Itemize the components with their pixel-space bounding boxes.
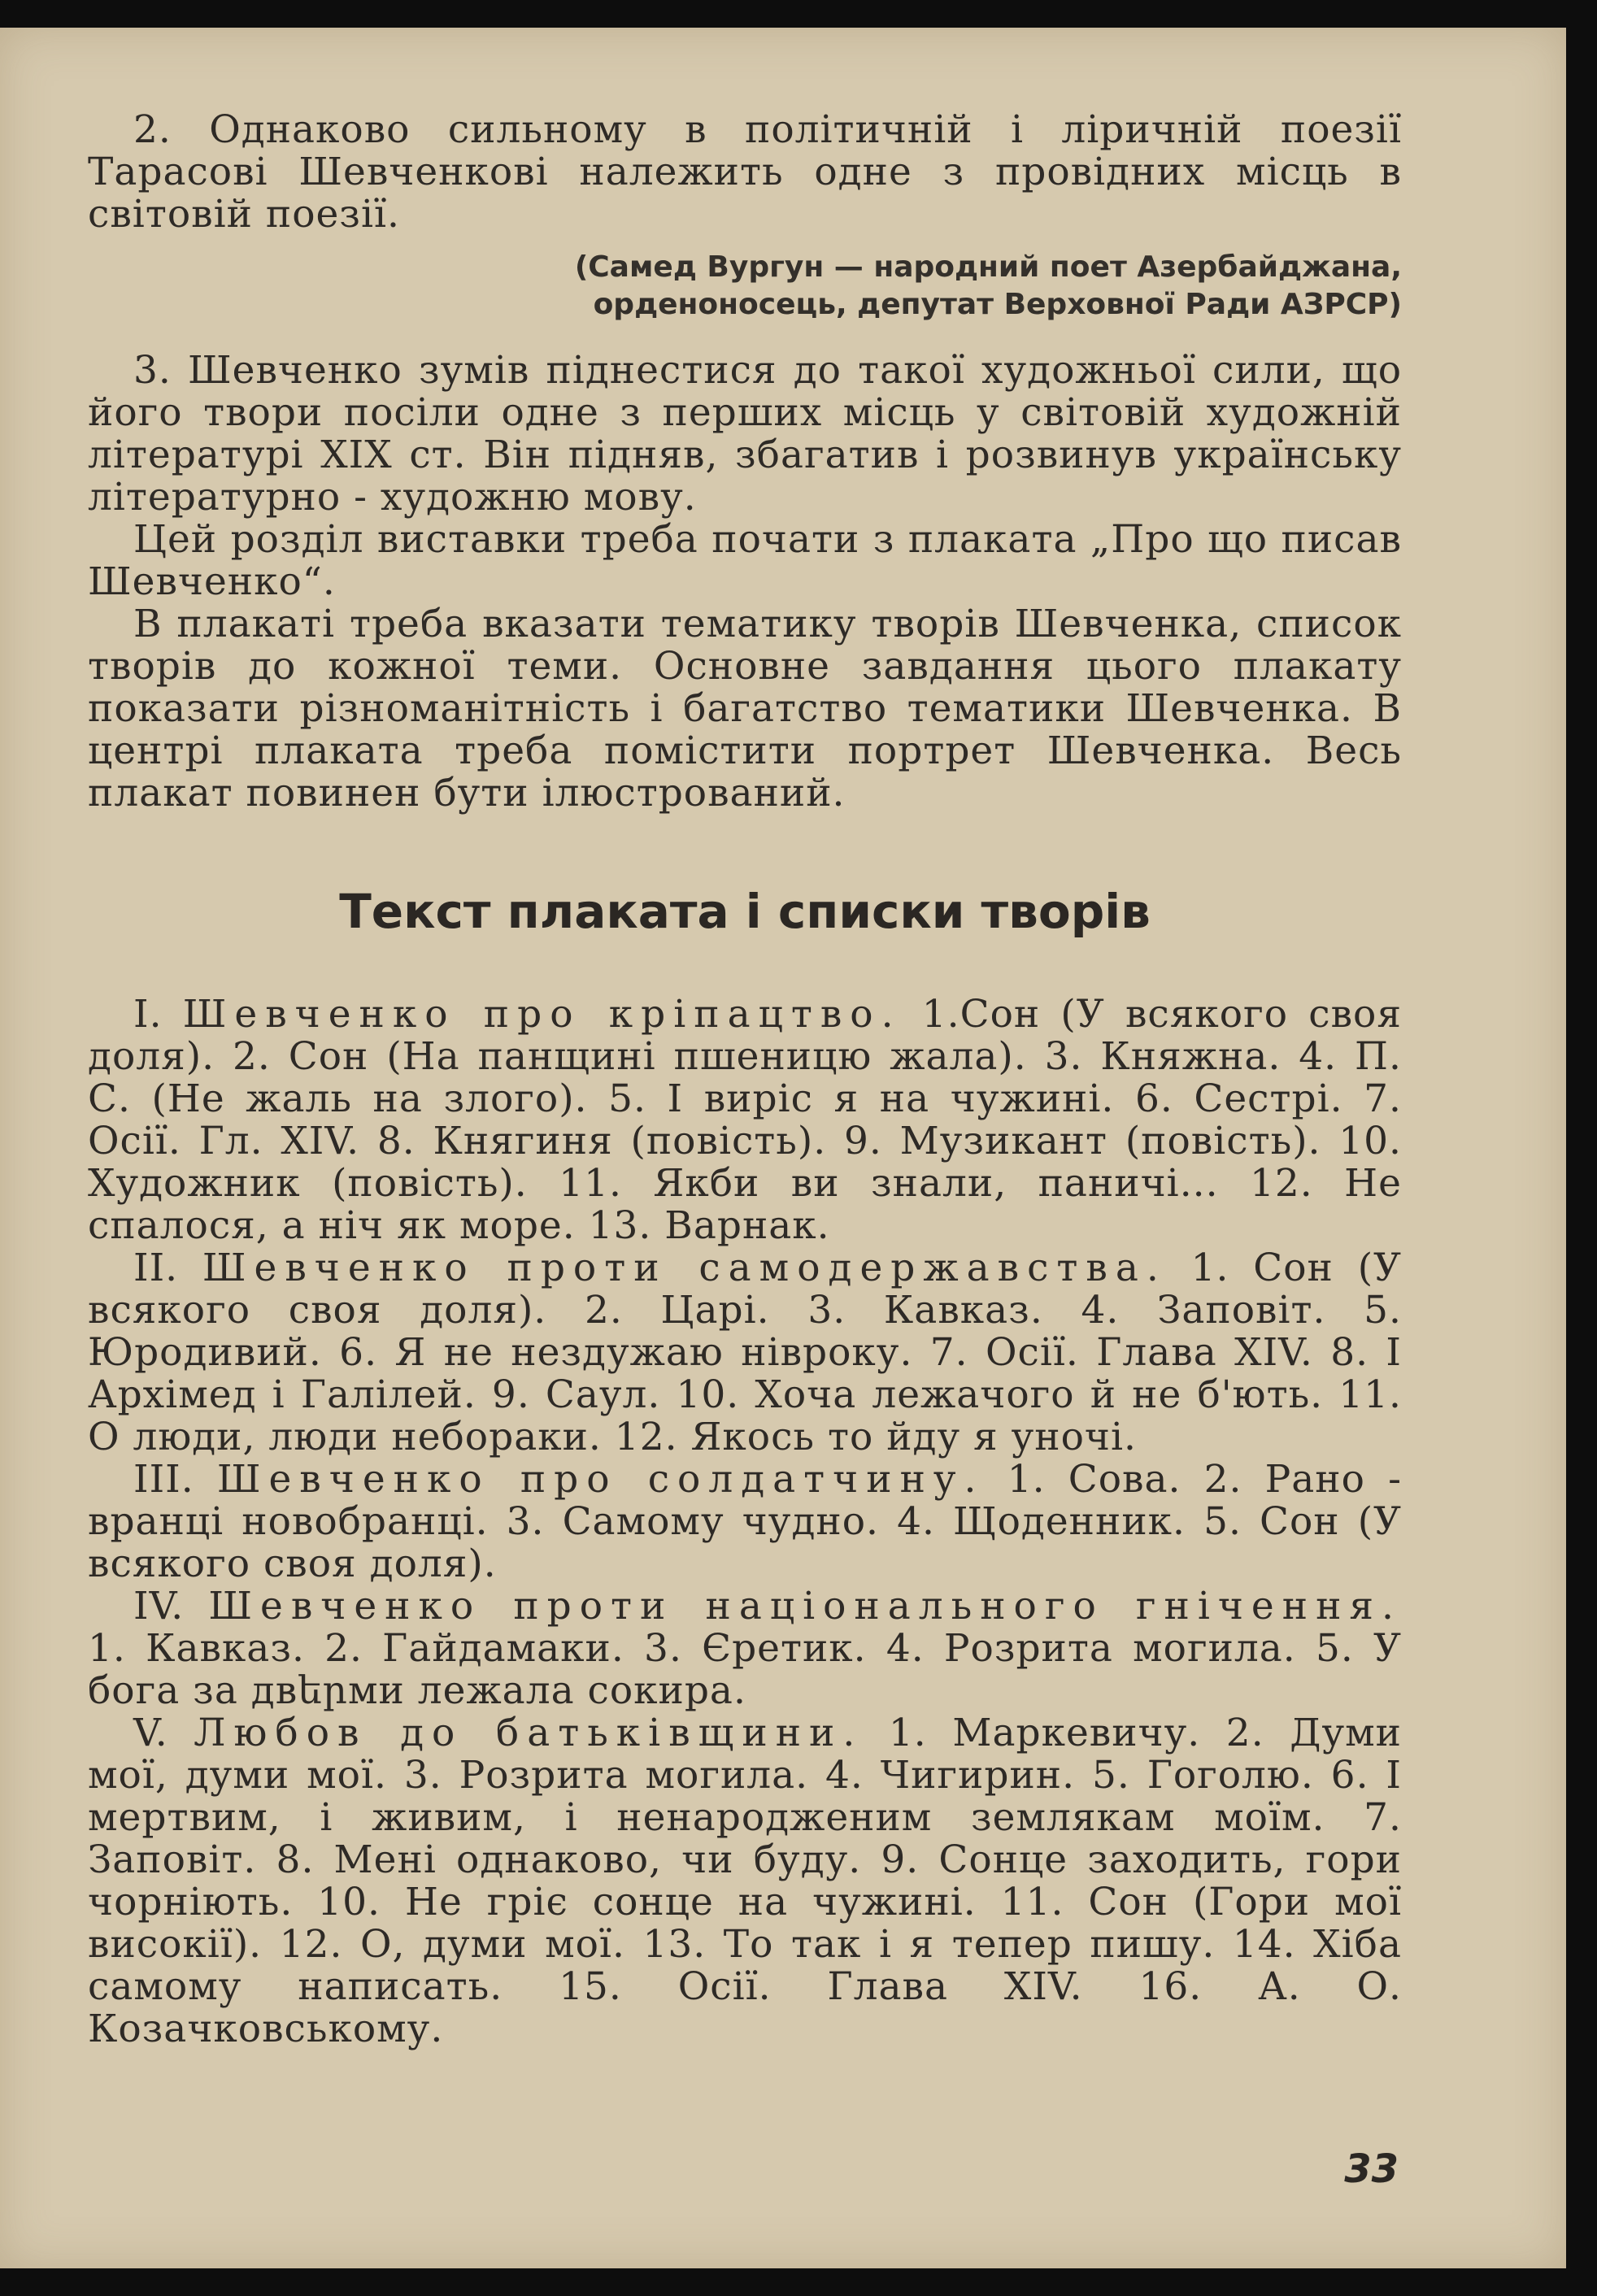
section-title: Текст плаката і списки творів: [339, 884, 1151, 939]
book-page: [0, 28, 1566, 2268]
theme-title: Шевченко проти національного гнічення.: [208, 1584, 1402, 1629]
page-number: 33: [1344, 2146, 1399, 2192]
themes-list: [88, 994, 1402, 2050]
theme-item: [88, 1459, 1402, 1585]
quote-3-text: 3. Шевченко зумів піднестися до такої художньої сили, що його твори посіли одне з перших місць у світовій художній літературі XIX ст. Він підняв, збагатив і розвинув українську літературно - художню мову.: [88, 348, 1402, 520]
quote-2-block: [88, 109, 1402, 236]
theme-works: 1. Кавказ. 2. Гайдамаки. 3. Єретик. 4. Розрита могила. 5. У бога за двերми лежала сокира.: [88, 1626, 1402, 1713]
section-paragraph: Цей розділ виставки треба почати з плаката „Про що писав Шевченко“.: [88, 517, 1402, 604]
theme-works: 1. Маркевичу. 2. Думи мої, думи мої. 3. Розрита могила. 4. Чигирин. 5. Гоголю. 6. І мертвим, і живим, і ненародженим землякам моїм. 7. Заповіт. 8. Мені однаково, чи буду. 9. Сонце заходить, гори чорніють. 10. Не гріє сонце на чужині. 11. Сон (Гори мої високії). 12. О, думи мої. 13. То так і я тепер пишу. 14. Хіба самому написать. 15. Осії. Глава XIV. 16. А. О. Козачковському.: [88, 1711, 1402, 2051]
attribution-line-2: орденоносець, депутат Верховної Ради АЗРСР): [593, 288, 1402, 321]
theme-item: [88, 1712, 1402, 2050]
theme-works: 1.Сон (У всякого своя доля). 2. Сон (На панщині пшеницю жала). 3. Княжна. 4. П. С. (Не жаль на злого). 5. І виріс я на чужині. 6. Сестрі. 7. Осії. Гл. XIV. 8. Княгиня (повість). 9. Музикант (повість). 10. Художник (повість). 11. Якби ви знали, паничі... 12. Не спалося, а ніч як море. 13. Варнак.: [88, 992, 1402, 1248]
theme-title: Шевченко про кріпацтво.: [182, 992, 902, 1037]
theme-works: 1. Сова. 2. Рано - вранці новобранці. 3. Самому чудно. 4. Щоденник. 5. Сон (У всякого своя доля).: [88, 1457, 1402, 1586]
theme-title: Любов до батьківщини.: [194, 1711, 864, 1755]
theme-numeral: II.: [133, 1246, 179, 1290]
poster-paragraph: В плакаті треба вказати тематику творів Шевченка, список творів до кожної теми. Основне завдання цього плакату показати різноманітність і багатство тематики Шевченка. В центрі плаката треба помістити портрет Шевченка. Весь плакат повинен бути ілюстрований.: [88, 602, 1402, 815]
theme-title: Шевченко про солдатчину.: [216, 1457, 985, 1502]
theme-numeral: I.: [133, 992, 163, 1037]
theme-title: Шевченко проти самодержавства.: [202, 1246, 1167, 1290]
intro-body: [88, 350, 1402, 815]
theme-item: [88, 1247, 1402, 1459]
theme-item: [88, 994, 1402, 1247]
attribution-line-1: (Самед Вургун — народний поет Азербайджана,: [574, 250, 1402, 284]
theme-numeral: III.: [133, 1457, 194, 1502]
quote-2-text: 2. Однаково сильному в політичній і ліричній поезії Тарасові Шевченкові належить одне з провідних місць в світовій поезії.: [88, 107, 1402, 237]
theme-item: [88, 1585, 1402, 1712]
theme-numeral: V.: [133, 1711, 168, 1755]
theme-works: 1. Сон (У всякого своя доля). 2. Царі. 3. Кавказ. 4. Заповіт. 5. Юродивий. 6. Я не нездужаю нівроку. 7. Осії. Глава XIV. 8. І Архімед і Галілей. 9. Саул. 10. Хоча лежачого й не б'ють. 11. О люди, люди небораки. 12. Якось то йду я уночі.: [88, 1246, 1402, 1459]
theme-numeral: IV.: [133, 1584, 185, 1629]
attribution: [575, 249, 1402, 324]
